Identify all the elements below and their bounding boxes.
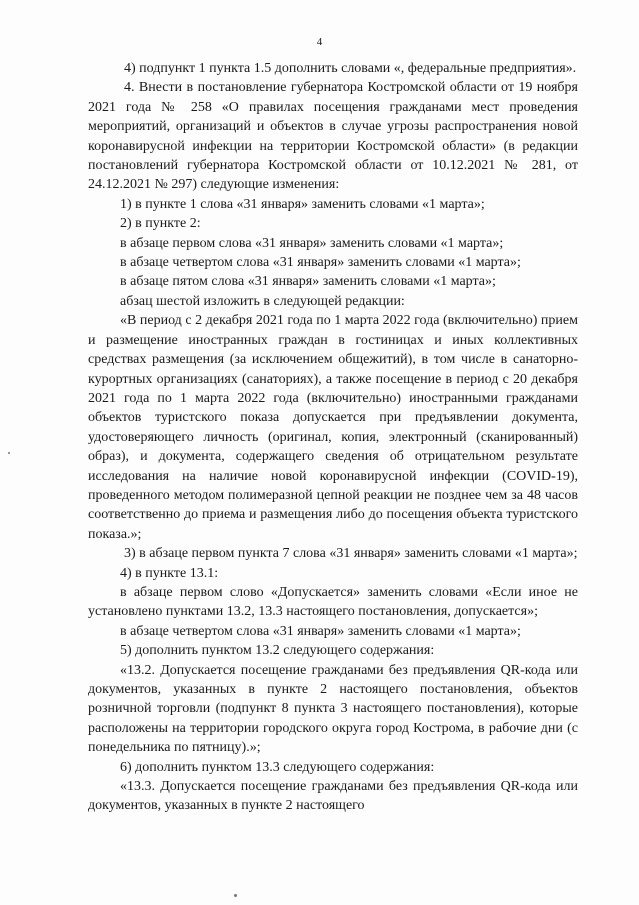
scan-artifact [8, 452, 10, 454]
paragraph-11: 4) в пункте 13.1: [120, 565, 219, 581]
paragraph-15: «13.2. Допускается посещение гражданами без предъявления QR-кода или документов, указанных в пункте 2 настоящего постановления, объектов розничной торговли (подпункт 8 пункта 3 настоящего постановления), которые расположены на территории городского округа город Кострома, в рабочие дни (с понедельника по пятницу).»; [88, 662, 578, 756]
paragraph-14: 5) дополнить пунктом 13.2 следующего содержания: [120, 643, 435, 659]
paragraph-5: в абзаце первом слова «31 января» заменить словами «1 марта»; [120, 235, 504, 251]
paragraph-9: «В период с 2 декабря 2021 года по 1 марта 2022 года (включительно) прием и размещение иностранных граждан в гостиницах и иных коллективных средствах размещения (за исключением общежитий), в том числе в санаторно-курортных организациях (санаториях), а также посещение в период с 20 декабря 2021 года по 1 марта 2022 года (включительно) иностранными гражданами объектов туристского показа допускается при предъявлении документа, удостоверяющего личность (оригинал, копия, электронный (сканированный) образ), и документа, содержащего сведения об отрицательном результате исследования на наличие новой коронавирусной инфекции (COVID-19), проведенного методом полимеразной цепной реакции не позднее чем за 48 часов соответственно до приема и размещения либо до посещения объекта туристского показа.»; [88, 313, 578, 542]
paragraph-13: в абзаце четвертом слова «31 января» заменить словами «1 марта»; [120, 623, 521, 639]
document-body [88, 59, 578, 816]
paragraph-10: 3) в абзаце первом пункта 7 слова «31 января» заменить словами «1 марта»; [124, 546, 578, 562]
paragraph-2: 4. Внести в постановление губернатора Костромской области от 19 ноября 2021 года № 258 «О правилах посещения гражданами мест проведения мероприятий, организаций и объектов в случае угрозы распространения новой коронавирусной инфекции на территории Костромской области» (в редакции постановлений губернатора Костромской области от 10.12.2021 № 281, от 24.12.2021 № 297) следующие изменения: [88, 80, 578, 193]
paragraph-12: в абзаце первом слово «Допускается» заменить словами «Если иное не установлено пунктами 13.2, 13.3 настоящего постановления, допускается»; [88, 584, 578, 620]
scan-artifact [234, 894, 237, 897]
paragraph-3: 1) в пункте 1 слова «31 января» заменить словами «1 марта»; [120, 196, 485, 212]
paragraph-7: в абзаце пятом слова «31 января» заменить словами «1 марта»; [120, 274, 496, 290]
paragraph-6: в абзаце четвертом слова «31 января» заменить словами «1 марта»; [120, 255, 521, 271]
paragraph-8: абзац шестой изложить в следующей редакции: [120, 293, 405, 309]
paragraph-1: 4) подпункт 1 пункта 1.5 дополнить словами «, федеральные предприятия». [124, 61, 577, 76]
paragraph-17: «13.3. Допускается посещение гражданами без предъявления QR-кода или документов, указанных в пункте 2 настоящего [88, 779, 578, 814]
paragraph-16: 6) дополнить пунктом 13.3 следующего содержания: [120, 759, 435, 775]
paragraph-4: 2) в пункте 2: [120, 216, 201, 232]
page-number: 4 [316, 36, 323, 48]
